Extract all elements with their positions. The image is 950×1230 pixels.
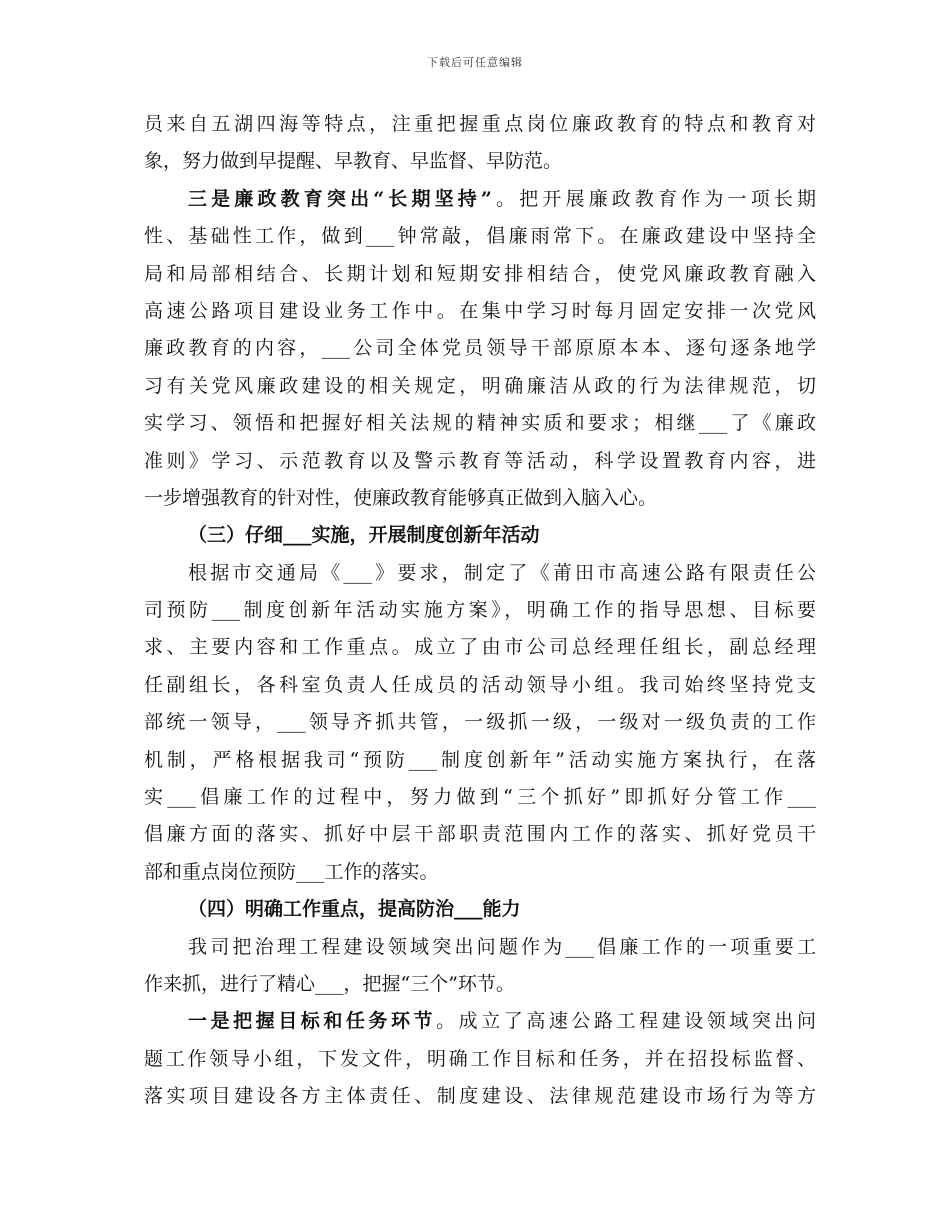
text-segment: 机制，严格根据我司“预防___制度创新年”活动实施方案执行，在落 xyxy=(144,748,816,771)
text-line xyxy=(144,854,816,891)
text-line xyxy=(144,293,816,330)
text-line xyxy=(144,368,816,405)
text-line xyxy=(144,1003,816,1040)
text-line xyxy=(144,629,816,666)
text-segment: 实___倡廉工作的过程中，努力做到“三个抓好”即抓好分管工作___ xyxy=(144,786,816,809)
text-segment: 高速公路项目建设业务工作中。在集中学习时每月固定安排一次党风 xyxy=(144,299,816,322)
text-line xyxy=(144,143,816,180)
text-segment: 实学习、领悟和把握好相关法规的精神实质和要求；相继___了《廉政 xyxy=(144,412,816,435)
text-segment: 员来自五湖四海等特点，注重把握重点岗位廉政教育的特点和教育对 xyxy=(144,113,816,135)
text-segment: 根据市交通局《___》要求，制定了《莆田市高速公路有限责任公 xyxy=(188,561,816,584)
text-segment: 习有关党风廉政建设的相关规定，明确廉洁从政的行为法律规范，切 xyxy=(144,374,816,397)
text-segment: 作来抓，进行了精心___，把握“三个”环节。 xyxy=(144,972,515,995)
text-line xyxy=(144,929,816,966)
text-line xyxy=(144,181,816,218)
text-line xyxy=(144,480,816,517)
section-heading xyxy=(144,517,816,554)
bold-text: 三是廉政教育突出“长期坚持” xyxy=(188,187,492,210)
page-header: 下载后可任意编辑 xyxy=(427,56,523,69)
text-line xyxy=(144,256,816,293)
text-line xyxy=(144,1078,816,1115)
text-line xyxy=(144,330,816,367)
text-segment: 准则》学习、示范教育以及警示教育等活动，科学设置教育内容，进 xyxy=(144,449,816,472)
text-segment: 象，努力做到早提醒、早教育、早监督、早防范。 xyxy=(144,150,563,173)
text-segment: 。把开展廉政教育作为一项长期 xyxy=(491,187,816,210)
text-segment: 性、基础性工作，做到___钟常敲，倡廉雨常下。在廉政建设中坚持全 xyxy=(144,225,816,248)
text-segment: 任副组长，各科室负责人任成员的活动领导小组。我司始终坚持党支 xyxy=(144,673,816,696)
text-segment: 求、主要内容和工作重点。成立了由市公司总经理任组长，副总经理 xyxy=(144,636,816,659)
text-line xyxy=(144,218,816,255)
text-segment: 一步增强教育的针对性，使廉政教育能够真正做到入脑入心。 xyxy=(144,486,658,509)
bold-text: （三）仔细___实施，开展制度创新年活动 xyxy=(188,524,540,547)
text-segment: 落实项目建设各方主体责任、制度建设、法律规范建设市场行为等方 xyxy=(144,1085,816,1108)
document-body xyxy=(144,106,816,1116)
text-segment: 司预防___制度创新年活动实施方案》，明确工作的指导思想、目标要 xyxy=(144,599,816,622)
text-segment: 。成立了高速公路工程建设领域突出问 xyxy=(436,1010,816,1033)
text-segment: 部和重点岗位预防___工作的落实。 xyxy=(144,860,439,883)
text-line xyxy=(144,742,816,779)
text-line xyxy=(144,555,816,592)
text-line xyxy=(144,106,816,143)
text-segment: 我司把治理工程建设领域突出问题作为___倡廉工作的一项重要工 xyxy=(188,935,816,958)
text-line xyxy=(144,405,816,442)
text-segment: 题工作领导小组，下发文件，明确工作目标和任务，并在招投标监督、 xyxy=(144,1047,816,1070)
text-segment: 廉政教育的内容，___公司全体党员领导干部原原本本、逐句逐条地学 xyxy=(144,337,816,360)
text-line xyxy=(144,667,816,704)
text-line xyxy=(144,443,816,480)
text-segment: 倡廉方面的落实、抓好中层干部职责范围内工作的落实、抓好党员干 xyxy=(144,823,816,846)
section-heading xyxy=(144,891,816,928)
text-line xyxy=(144,592,816,629)
text-line xyxy=(144,704,816,741)
bold-text: （四）明确工作重点，提高防治___能力 xyxy=(188,898,521,921)
text-line xyxy=(144,779,816,816)
text-segment: 部统一领导，___领导齐抓共管，一级抓一级，一级对一级负责的工作 xyxy=(144,711,816,734)
bold-text: 一是把握目标和任务环节 xyxy=(188,1010,437,1033)
text-line xyxy=(144,816,816,853)
text-line xyxy=(144,1041,816,1078)
text-line xyxy=(144,966,816,1003)
text-segment: 局和局部相结合、长期计划和短期安排相结合，使党风廉政教育融入 xyxy=(144,262,816,285)
